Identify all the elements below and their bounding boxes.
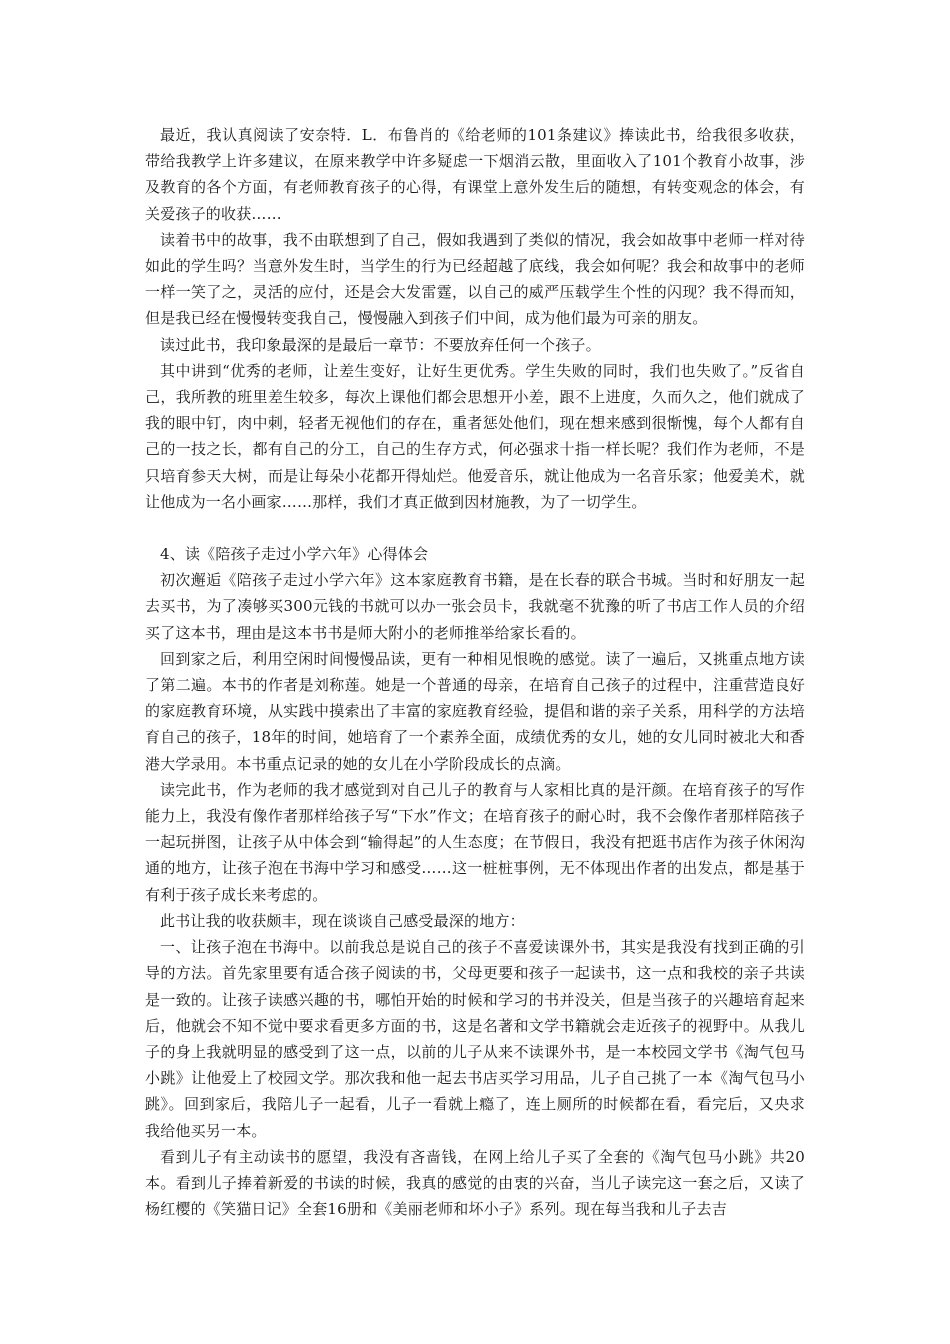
paragraph: 此书让我的收获颇丰，现在谈谈自己感受最深的地方：	[160, 911, 525, 930]
paragraph: 读着书中的故事，我不由联想到了自己，假如我遇到了类似的情况，我会如故事中老师一样对待如此的学生吗？当意外发生时，当学生的行为已经超越了底线，我会如何呢？我会和故事中的老师一样一笑了之，灵活的应付，还是会大发雷霆，以自己的威严压载学生个性的闪现？我不得而知，但是我已经在慢慢转变我自己，慢慢融入到孩子们中间，成为他们最为可亲的朋友。	[145, 230, 805, 328]
paragraph: 一、让孩子泡在书海中。以前我总是说自己的孩子不喜爱读课外书，其实是我没有找到正确的引导的方法。首先家里要有适合孩子阅读的书，父母更要和孩子一起读书，这一点和我校的亲子共读是一致的。让孩子读感兴趣的书，哪怕开始的时候和学习的书并没关，但是当孩子的兴趣培育起来后，他就会不知不觉中要求看更多方面的书，这是名著和文学书籍就会走近孩子的视野中。从我儿子的身上我就明显的感受到了这一点，以前的儿子从来不读课外书，是一本校园文学书《淘气包马小跳》让他爱上了校园文学。那次我和他一起去书店买学习用品，儿子自己挑了一本《淘气包马小跳》。回到家后，我陪儿子一起看，儿子一看就上瘾了，连上厕所的时候都在看，看完后，又央求我给他买另一本。	[145, 938, 805, 1140]
paragraph: 读完此书，作为老师的我才感觉到对自己儿子的教育与人家相比真的是汗颜。在培育孩子的写作能力上，我没有像作者那样给孩子写“下水”作文；在培育孩子的耐心时，我不会像作者那样陪孩子一起玩拼图，让孩子从中体会到“输得起”的人生态度；在节假日，我没有把逛书店作为孩子休闲沟通的地方，让孩子泡在书海中学习和感受……这一桩桩事例，无不体现出作者的出发点，都是基于有利于孩子成长来考虑的。	[145, 780, 805, 904]
section-title: 4、读《陪孩子走过小学六年》心得体会	[160, 545, 429, 564]
section-spacer	[145, 515, 805, 541]
paragraph: 其中讲到“优秀的老师，让差生变好，让好生更优秀。学生失败的同时，我们也失败了。”反省自己，我所教的班里差生较多，每次上课他们都会思想开小差，跟不上进度，久而久之，他们就成了我的眼中钉，肉中刺，轻者无视他们的存在，重者惩处他们，现在想来感到很惭愧，每个人都有自己的一技之长，都有自己的分工，自己的生存方式，何必强求十指一样长呢？我们作为老师，不是只培育参天大树，而是让每朵小花都开得灿烂。他爱音乐，就让他成为一名音乐家；他爱美术，就让他成为一名小画家……那样，我们才真正做到因材施教，为了一切学生。	[145, 361, 805, 511]
document-page	[145, 122, 805, 1222]
paragraph: 读过此书，我印象最深的是最后一章节：不要放弃任何一个孩子。	[160, 335, 601, 354]
paragraph: 回到家之后，利用空闲时间慢慢品读，更有一种相见恨晚的感觉。读了一遍后，又挑重点地方读了第二遍。本书的作者是刘称莲。她是一个普通的母亲，在培育自己孩子的过程中，注重营造良好的家庭教育环境，从实践中摸索出了丰富的家庭教育经验，提倡和谐的亲子关系，用科学的方法培育自己的孩子，18年的时间，她培育了一个素养全面，成绩优秀的女儿，她的女儿同时被北大和香港大学录用。本书重点记录的她的女儿在小学阶段成长的点滴。	[145, 649, 805, 773]
paragraph: 看到儿子有主动读书的愿望，我没有吝啬钱，在网上给儿子买了全套的《淘气包马小跳》共20本。看到儿子捧着新爱的书读的时候，我真的感觉的由衷的兴奋，当儿子读完这一套之后，又读了杨红樱的《笑猫日记》全套16册和《美丽老师和坏小子》系列。现在每当我和儿子去吉	[145, 1147, 805, 1219]
paragraph: 最近，我认真阅读了安奈特．L．布鲁肖的《给老师的101条建议》捧读此书，给我很多收获，带给我教学上许多建议，在原来教学中许多疑虑一下烟消云散，里面收入了101个教育小故事，涉及教育的各个方面，有老师教育孩子的心得，有课堂上意外发生后的随想，有转变观念的体会，有关爱孩子的收获……	[145, 126, 805, 223]
paragraph: 初次邂逅《陪孩子走过小学六年》这本家庭教育书籍，是在长春的联合书城。当时和好朋友一起去买书，为了凑够买300元钱的书就可以办一张会员卡，我就毫不犹豫的听了书店工作人员的介绍买了这本书，理由是这本书书是师大附小的老师推举给家长看的。	[145, 571, 805, 642]
